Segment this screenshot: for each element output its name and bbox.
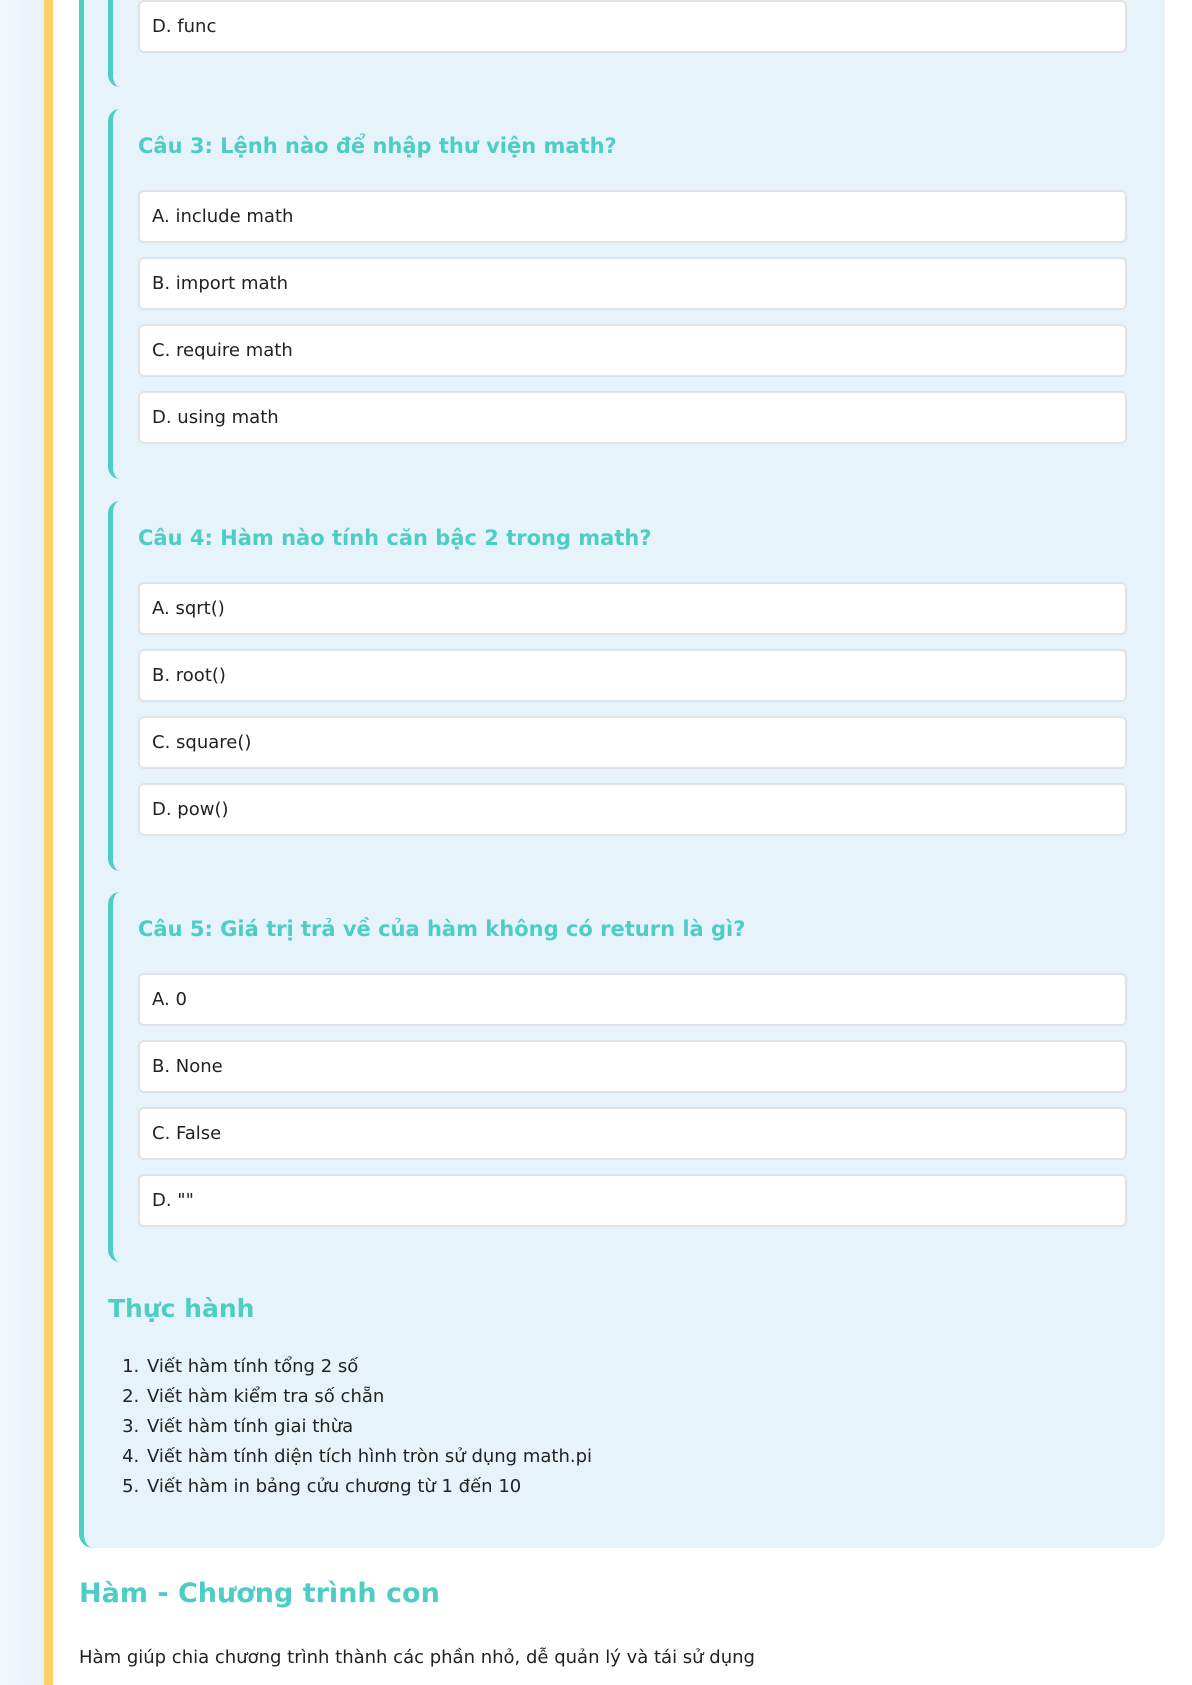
question-3 [108,109,1151,479]
page-margin [0,0,44,1685]
practice-list [121,1352,592,1502]
practice-item: 1. Viết hàm tính tổng 2 số [145,1352,592,1382]
practice-title: Thực hành [108,1294,255,1323]
answer-option[interactable]: B. import math [138,257,1127,310]
answer-option[interactable]: D. func [138,0,1127,53]
answer-option[interactable]: A. include math [138,190,1127,243]
answer-option[interactable]: B. None [138,1040,1127,1093]
answer-option[interactable]: A. sqrt() [138,582,1127,635]
practice-item: 5. Viết hàm in bảng cửu chương từ 1 đến 10 [145,1472,592,1502]
answer-option[interactable]: C. False [138,1107,1127,1160]
answer-option[interactable]: D. pow() [138,783,1127,836]
answer-option[interactable]: C. square() [138,716,1127,769]
quiz-panel [79,0,1165,1548]
practice-item: 4. Viết hàm tính diện tích hình tròn sử dụng math.pi [145,1442,592,1472]
answer-option[interactable]: D. "" [138,1174,1127,1227]
question-5 [108,892,1151,1262]
practice-item: 3. Viết hàm tính giai thừa [145,1412,592,1442]
question-2 [108,0,1151,87]
question-title: Câu 3: Lệnh nào để nhập thư viện math? [138,134,617,158]
answer-option[interactable]: D. using math [138,391,1127,444]
main-content [53,0,1192,1685]
answer-option[interactable]: C. require math [138,324,1127,377]
practice-item: 2. Viết hàm kiểm tra số chẵn [145,1382,592,1412]
question-title: Câu 5: Giá trị trả về của hàm không có return là gì? [138,917,746,941]
side-accent-bar [44,0,53,1685]
question-4 [108,501,1151,871]
answer-option[interactable]: A. 0 [138,973,1127,1026]
section-heading: Hàm - Chương trình con [79,1578,440,1609]
section-description: Hàm giúp chia chương trình thành các phần nhỏ, dễ quản lý và tái sử dụng [79,1647,755,1668]
question-title: Câu 4: Hàm nào tính căn bậc 2 trong math? [138,526,652,550]
answer-option[interactable]: B. root() [138,649,1127,702]
